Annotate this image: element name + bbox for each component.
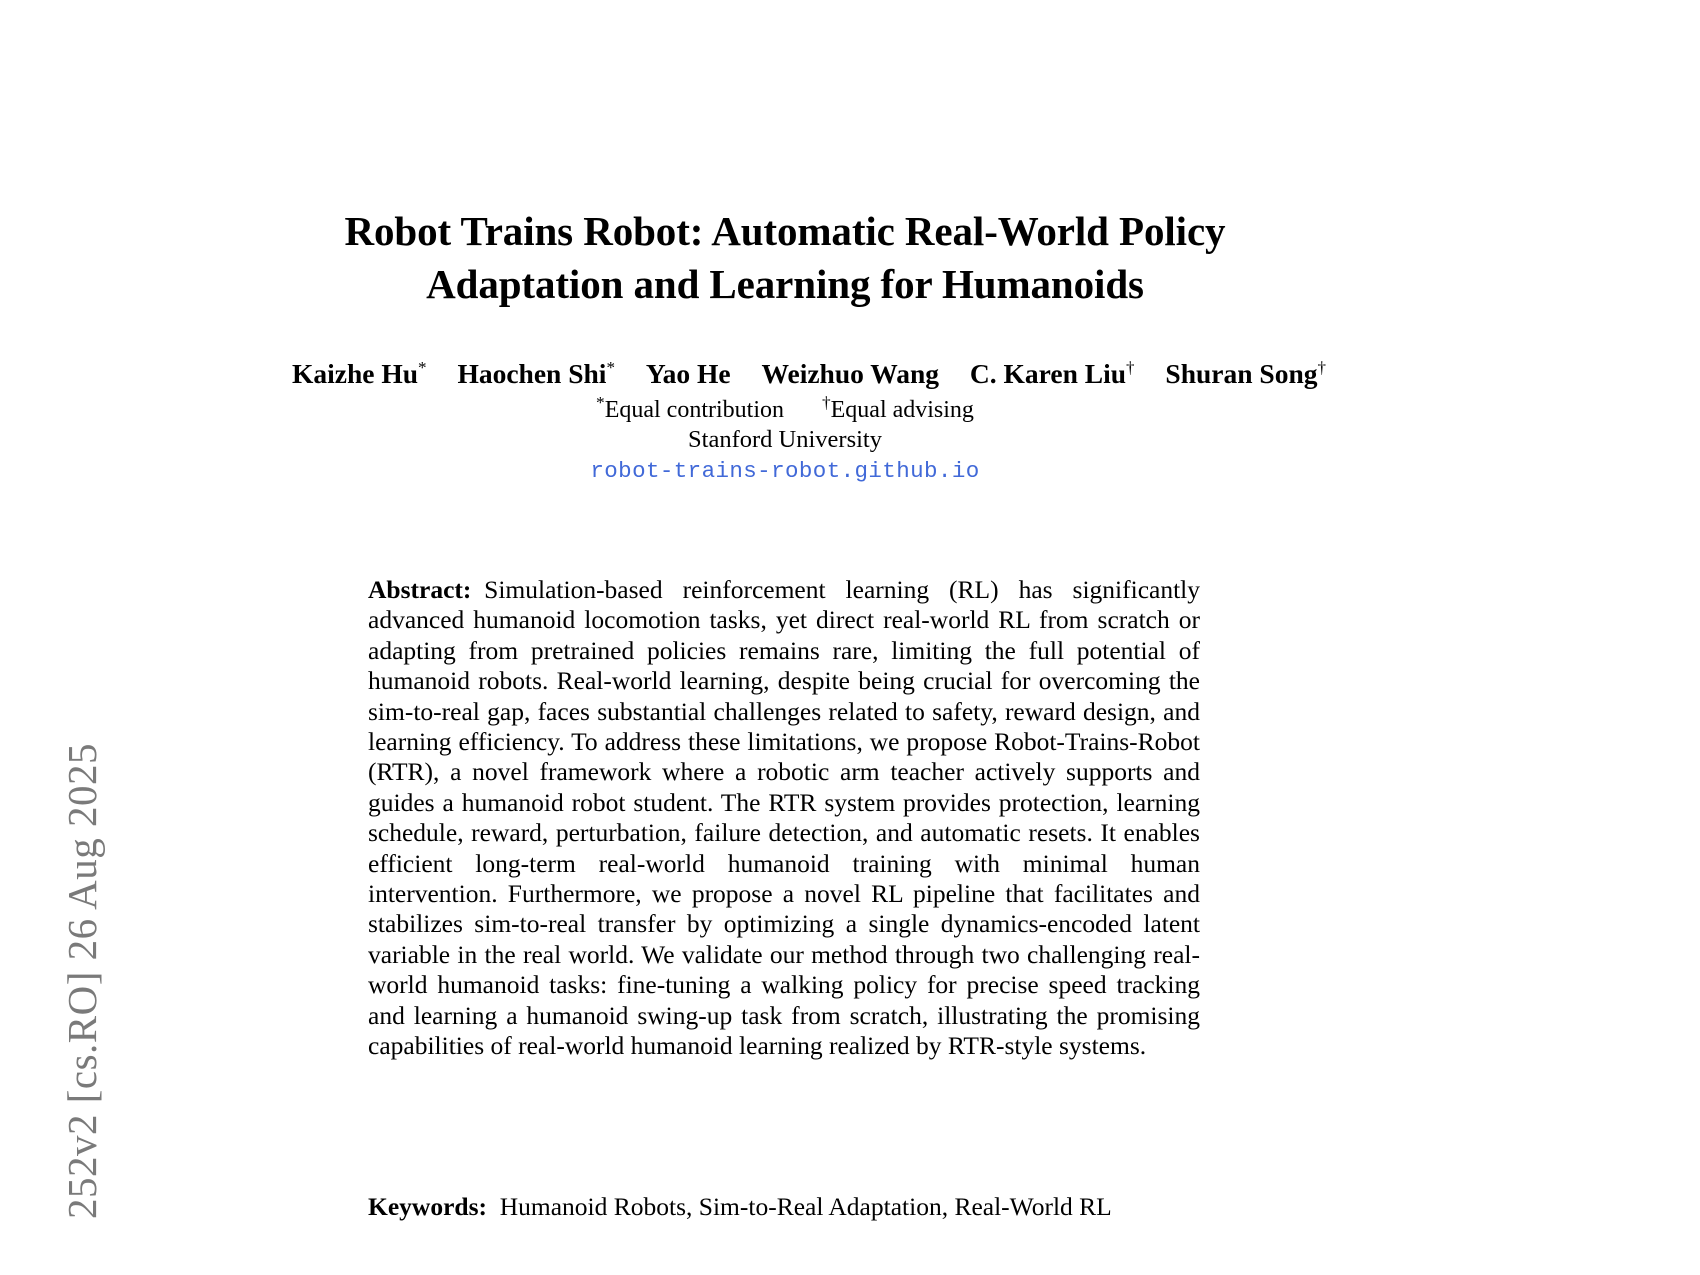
keywords-section xyxy=(368,1192,1200,1222)
author-mark: * xyxy=(606,357,615,377)
author-entry xyxy=(292,357,427,390)
abstract-label: Abstract: xyxy=(368,575,472,604)
title-block xyxy=(300,205,1270,311)
affiliation: Stanford University xyxy=(688,426,882,454)
author-entry xyxy=(970,357,1135,390)
page-title: Robot Trains Robot: Automatic Real-World Policy Adaptation and Learning for Humanoids xyxy=(344,208,1226,307)
footnote-mark: * xyxy=(596,393,605,412)
author-block xyxy=(280,357,1327,485)
footnote-equal-contribution xyxy=(596,395,784,425)
author-name: Weizhuo Wang xyxy=(761,358,940,389)
author-name: Haochen Shi xyxy=(457,358,607,389)
author-entry xyxy=(762,357,940,390)
project-website-link[interactable]: robot-trains-robot.github.io xyxy=(590,458,980,485)
keywords-label: Keywords: xyxy=(368,1192,487,1221)
abstract-body: Simulation-based reinforcement learning (RL) has significantly advanced humanoid locomotion tasks, yet direct real-world RL from scratch or adapting from pretrained policies remains rare, limiting the full potential of humanoid robots. Real-world learning, despite being crucial for overcoming the sim-to-real gap, faces substantial challenges related to safety, reward design, and learning efficiency. To address these limitations, we propose Robot-Trains-Robot (RTR), a novel framework where a robotic arm teacher actively supports and guides a humanoid robot student. The RTR system provides protection, learning schedule, reward, perturbation, failure detection, and automatic resets. It enables efficient long-term real-world humanoid training with minimal human intervention. Furthermore, we propose a novel RL pipeline that facilitates and stabilizes sim-to-real transfer by optimizing a single dynamics-encoded latent variable in the real world. We validate our method through two challenging real-world humanoid tasks: fine-tuning a walking policy for precise speed tracking and learning a humanoid swing-up task from scratch, illustrating the promising capabilities of real-world humanoid learning realized by RTR-style systems. xyxy=(368,575,1200,1061)
author-name: C. Karen Liu xyxy=(969,358,1127,389)
project-url-row xyxy=(280,458,1290,484)
author-name: Kaizhe Hu xyxy=(292,358,419,389)
author-entry xyxy=(1165,357,1326,390)
author-list xyxy=(280,357,1327,390)
author-mark: † xyxy=(1317,357,1327,377)
abstract-section xyxy=(368,575,1200,1062)
footnote-text: Equal contribution xyxy=(604,397,784,423)
author-entry xyxy=(457,357,615,390)
author-entry xyxy=(646,357,731,390)
author-footnotes xyxy=(280,395,1290,425)
author-mark: † xyxy=(1126,357,1135,377)
abstract-paragraph xyxy=(368,575,1200,1062)
author-mark: * xyxy=(418,357,427,377)
footnote-mark: † xyxy=(821,393,831,412)
keywords-body: Humanoid Robots, Sim-to-Real Adaptation, Real-World RL xyxy=(499,1192,1112,1221)
author-name: Yao He xyxy=(645,358,731,389)
author-name: Shuran Song xyxy=(1165,358,1318,389)
footnote-text: Equal advising xyxy=(830,397,974,423)
footnote-equal-advising xyxy=(822,395,974,425)
keywords-paragraph xyxy=(368,1192,1200,1222)
arxiv-identifier-stamp: 252v2 [cs.RO] 26 Aug 2025 xyxy=(59,742,105,1219)
